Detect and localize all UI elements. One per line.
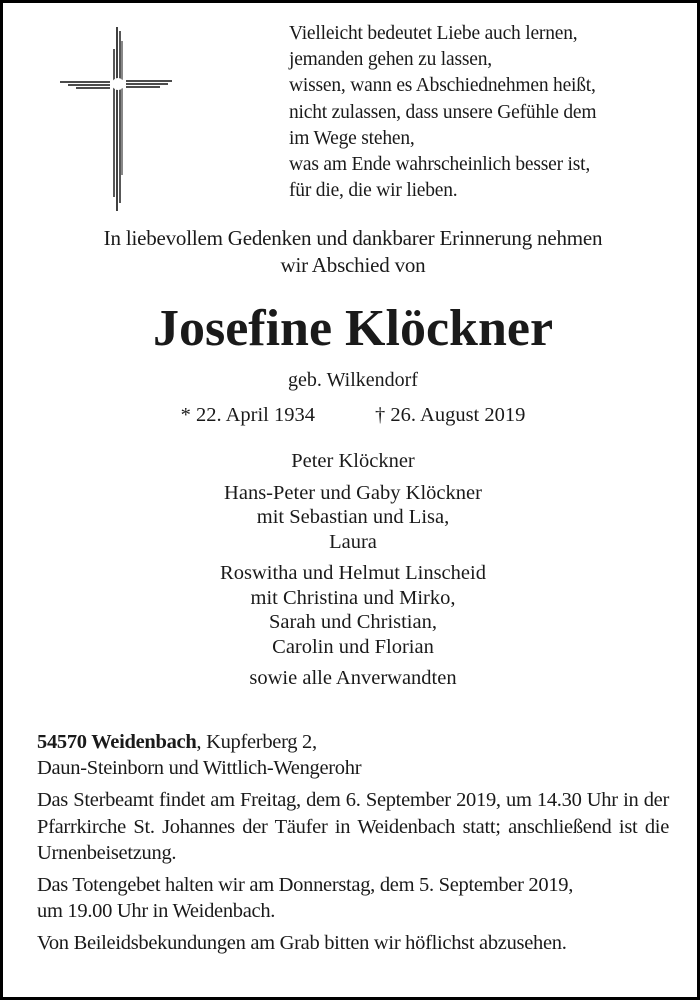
address [37, 729, 669, 781]
poem-line: wissen, wann es Abschiednehmen heißt, [289, 75, 596, 97]
mourner-group [3, 561, 700, 659]
funeral-mass-info: Das Sterbeamt findet am Freitag, dem 6. September 2019, um 14.30 Uhr in der Pfarrkirche St. Johannes der Täufer in Weidenbach statt; anschließend ist die Urnenbeisetzung. [37, 789, 669, 864]
maiden-name: geb. Wilkendorf [288, 369, 418, 391]
prayer-line: Das Totengebet halten wir am Donnerstag, dem 5. September 2019, [37, 874, 574, 897]
life-dates [3, 401, 700, 429]
intro-text [3, 225, 700, 279]
mourners-list [3, 449, 700, 698]
poem-line: nicht zulassen, dass unsere Gefühle dem [289, 101, 597, 123]
mourner-line: mit Sebastian und Lisa, [256, 506, 450, 528]
cross-icon [58, 25, 176, 213]
mourner-group [3, 666, 700, 691]
deceased-name: Josefine Klöckner [152, 300, 554, 357]
poem-line: für die, die wir lieben. [289, 180, 458, 202]
mourner-line: Laura [329, 530, 377, 553]
mourner-line: mit Christina und Mirko, [250, 586, 456, 609]
prayer-line: um 19.00 Uhr in Weidenbach. [37, 900, 276, 923]
mourner-line: Roswitha und Helmut Linscheid [220, 562, 486, 584]
poem-line: im Wege stehen, [289, 127, 415, 149]
details-section [37, 729, 669, 963]
prayer-info [37, 872, 669, 924]
intro-line: wir Abschied von [280, 253, 426, 277]
mourner-group [3, 449, 700, 474]
poem-line: was am Ende wahrscheinlich besser ist, [289, 154, 591, 176]
intro-line: In liebevollem Gedenken und dankbarer Erinnerung nehmen [103, 226, 603, 250]
poem-line: Vielleicht bedeutet Liebe auch lernen, [289, 23, 578, 44]
condolence-note: Von Beileidsbekundungen am Grab bitten wir höflichst abzusehen. [37, 932, 567, 955]
mourner-line: Peter Klöckner [291, 450, 415, 472]
address-town: 54570 Weidenbach [37, 731, 197, 753]
address-other-towns: Daun-Steinborn und Wittlich-Wengerohr [37, 757, 362, 780]
address-street: , Kupferberg 2, [196, 731, 317, 753]
mourner-group [3, 481, 700, 555]
poem [289, 21, 689, 204]
mourner-line: Sarah und Christian, [269, 611, 437, 633]
mourner-line: Carolin und Florian [272, 635, 434, 658]
poem-line: jemanden gehen zu lassen, [289, 49, 492, 71]
birth-date: * 22. April 1934 [180, 404, 316, 426]
mourner-line: Hans-Peter und Gaby Klöckner [224, 481, 482, 504]
death-date: † 26. August 2019 [375, 404, 526, 426]
mourner-line: sowie alle Anverwandten [249, 667, 457, 689]
